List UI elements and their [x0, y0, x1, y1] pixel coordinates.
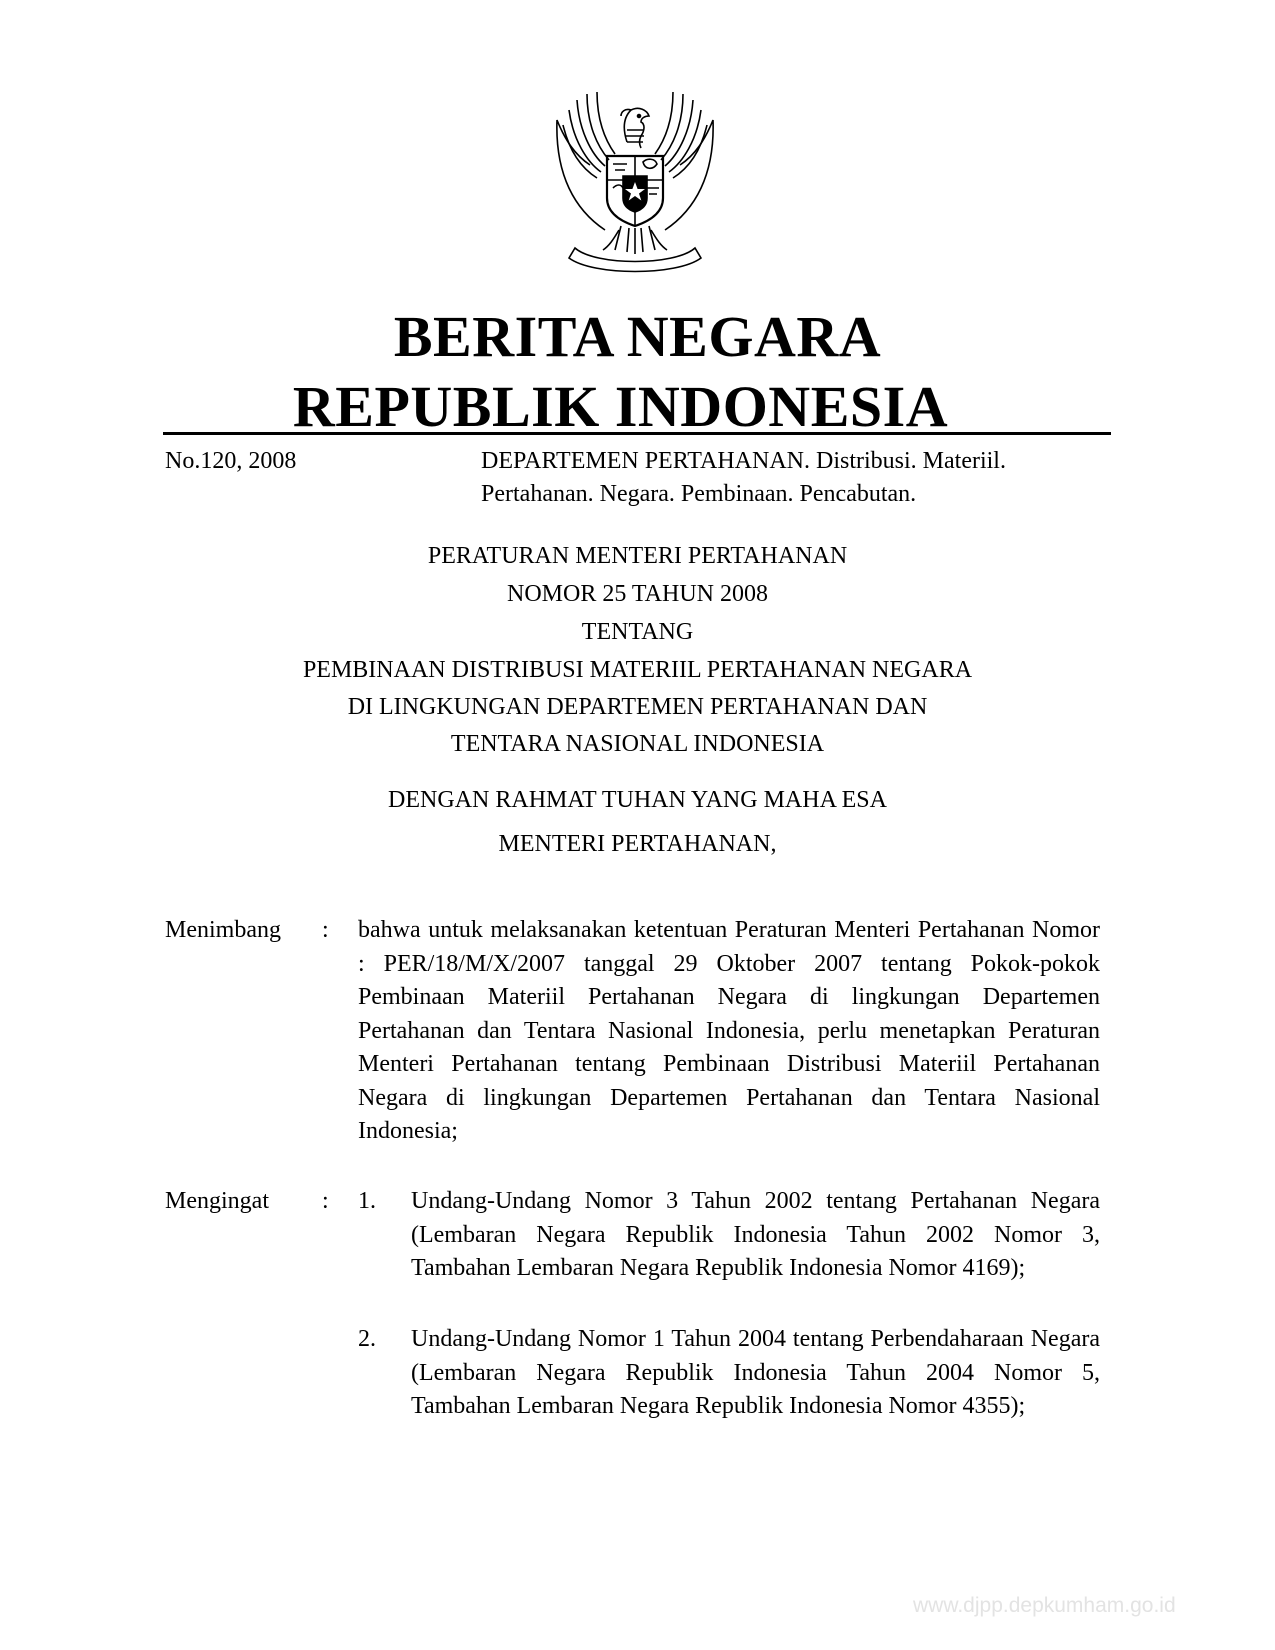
regulation-title-line: TENTARA NASIONAL INDONESIA [450, 731, 825, 757]
regulation-title-line: DI LINGKUNGAN DEPARTEMEN PERTAHANAN DAN [347, 694, 928, 720]
gazette-title: BERITA NEGARA [393, 304, 882, 369]
recalling-item-text: Undang-Undang Nomor 3 Tahun 2002 tentang Pertahanan Negara (Lembaran Negara Republik Indonesia Tahun 2002 Nomor 3, Tambahan Lembaran Negara Republik Indonesia Nomor 4169); [411, 1188, 1100, 1281]
garuda-emblem-icon [535, 80, 735, 280]
regulation-number: NOMOR 25 TAHUN 2008 [507, 581, 768, 607]
masthead-rule [163, 432, 1111, 435]
regulation-about: TENTANG [581, 619, 694, 645]
invocation: DENGAN RAHMAT TUHAN YANG MAHA ESA [388, 787, 887, 813]
issue-subject-line: DEPARTEMEN PERTAHANAN. Distribusi. Materiil. [481, 448, 1006, 474]
recalling-item-number: 2. [358, 1326, 376, 1352]
recalling-label: Mengingat [165, 1188, 269, 1214]
considering-colon: : [322, 917, 329, 943]
gazette-subtitle: REPUBLIK INDONESIA [292, 374, 949, 439]
recalling-item-text: Undang-Undang Nomor 1 Tahun 2004 tentang Perbendaharaan Negara (Lembaran Negara Republik Indonesia Tahun 2004 Nomor 5, Tambahan Lembaran Negara Republik Indonesia Nomor 4355); [411, 1326, 1100, 1419]
source-watermark: www.djpp.depkumham.go.id [913, 1594, 1176, 1617]
issuer: MENTERI PERTAHANAN, [498, 831, 777, 857]
issue-subject-line: Pertahanan. Negara. Pembinaan. Pencabutan. [481, 481, 917, 507]
considering-label: Menimbang [165, 917, 281, 943]
considering-text: bahwa untuk melaksanakan ketentuan Peraturan Menteri Pertahanan Nomor : PER/18/M/X/2007 tanggal 29 Oktober 2007 tentang Pokok-pokok Pembinaan Materiil Pertahanan Negara di lingkungan Departemen Pertahanan dan Tentara Nasional Indonesia, perlu menetapkan Peraturan Menteri Pertahanan tentang Pembinaan Distribusi Materiil Pertahanan Negara di lingkungan Departemen Pertahanan dan Tentara Nasional Indonesia; [358, 917, 1100, 1144]
issue-number: No.120, 2008 [165, 448, 297, 474]
recalling-item-number: 1. [358, 1188, 376, 1214]
issue-subject [481, 445, 1131, 511]
recalling-colon: : [322, 1188, 329, 1214]
regulation-type: PERATURAN MENTERI PERTAHANAN [427, 543, 848, 569]
regulation-title-line: PEMBINAAN DISTRIBUSI MATERIIL PERTAHANAN NEGARA [302, 657, 973, 683]
